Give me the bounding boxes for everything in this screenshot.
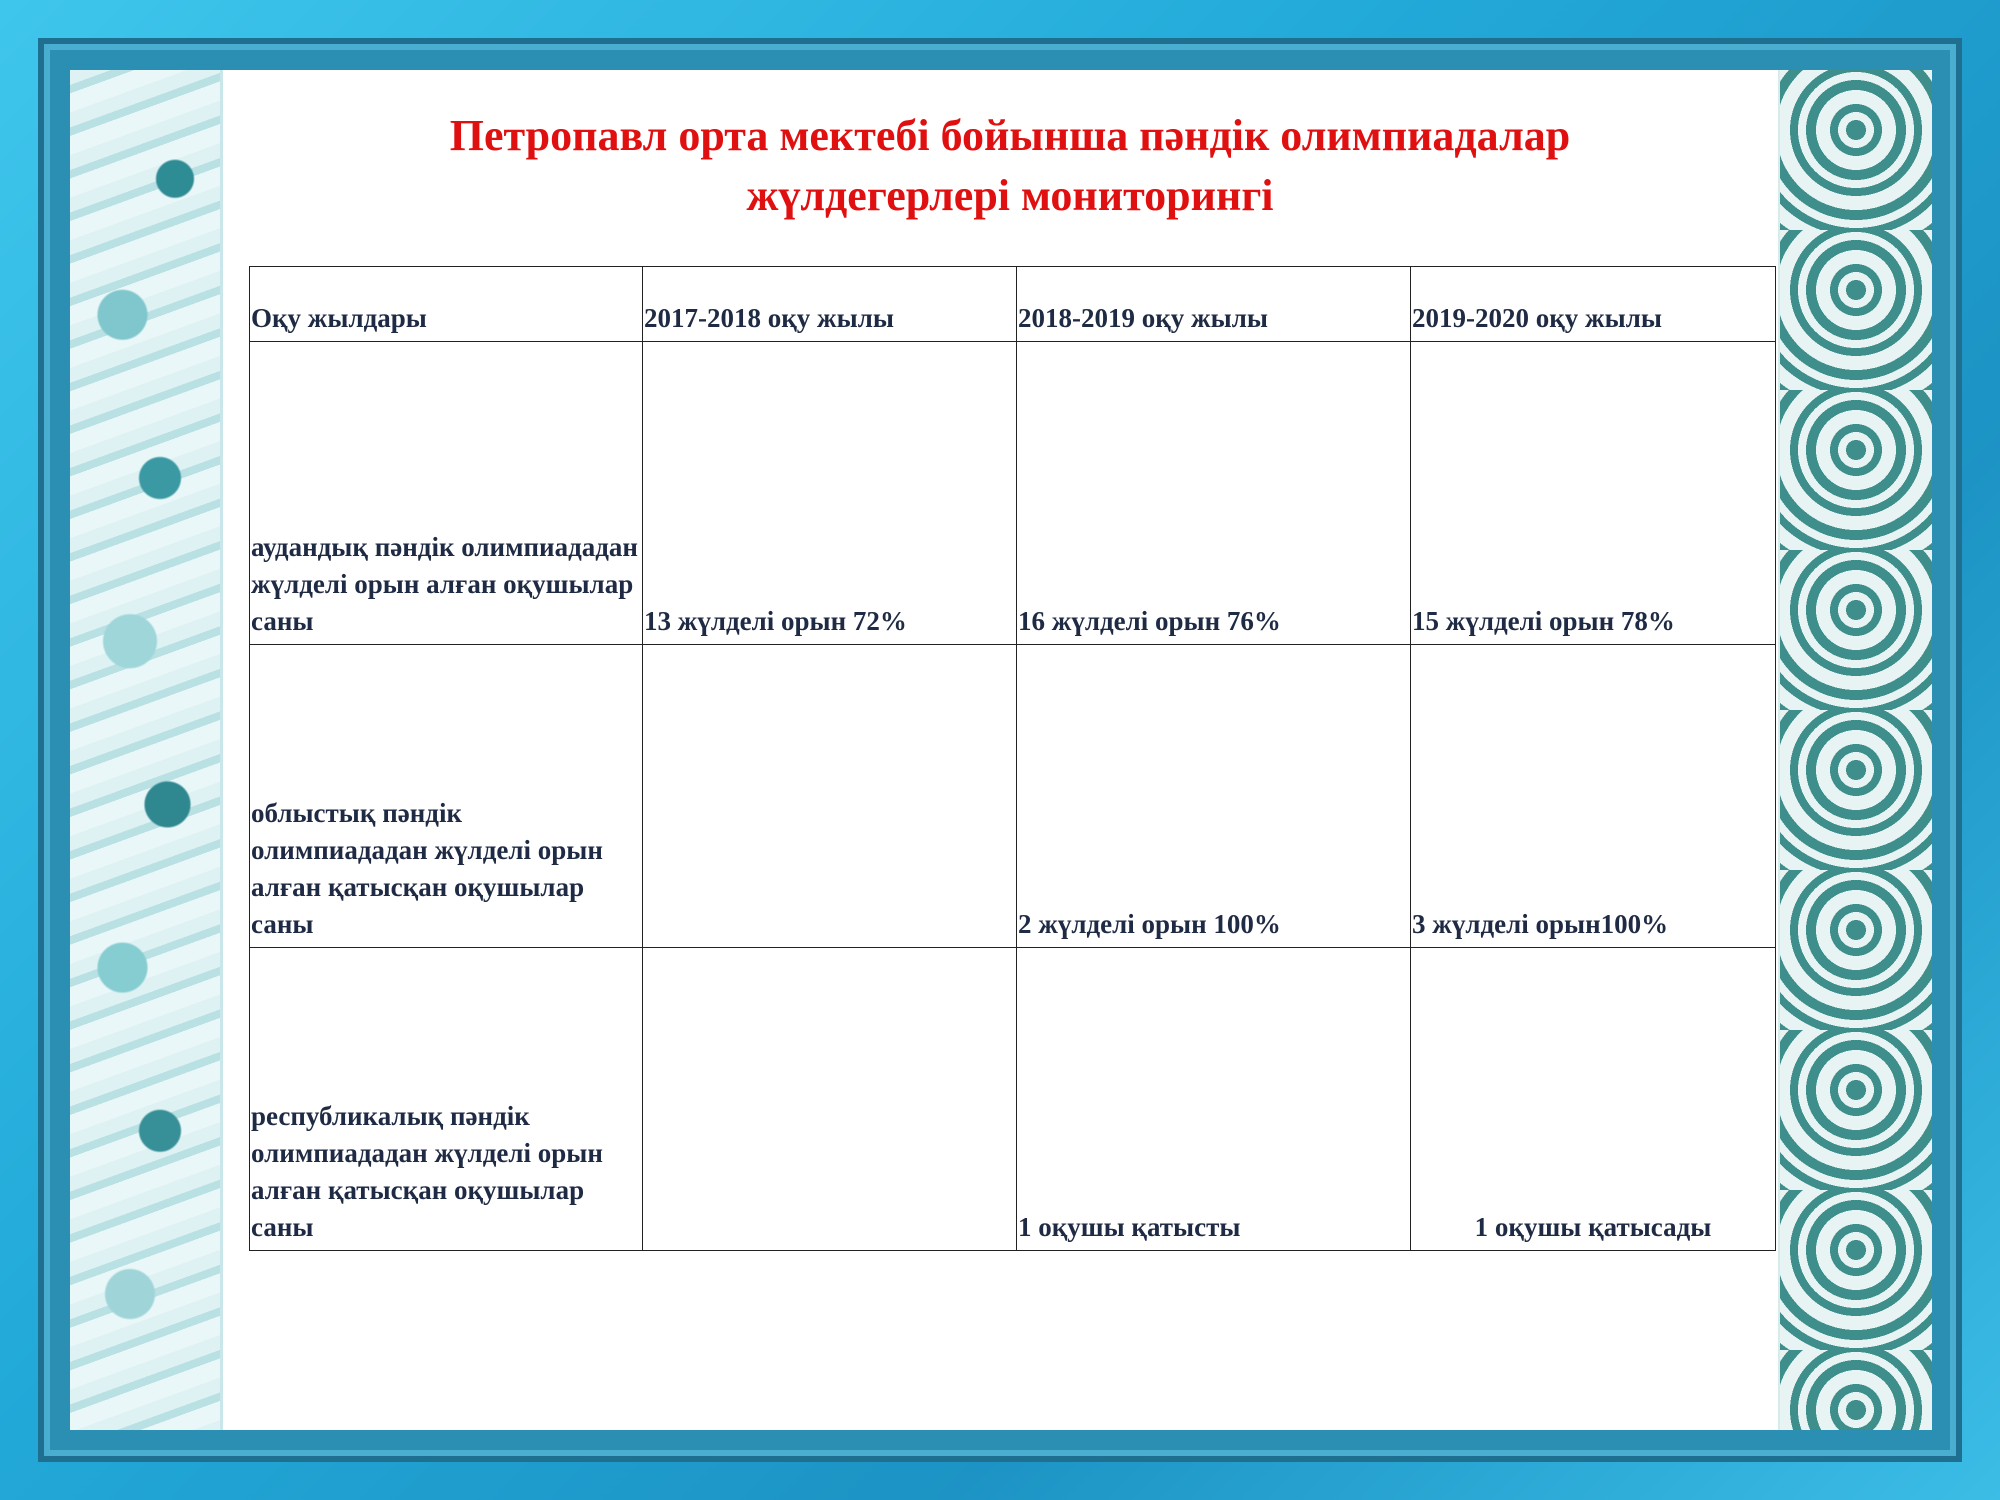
table-cell: 15 жүлделі орын 78%	[1411, 342, 1776, 645]
table-cell	[643, 948, 1017, 1251]
row-label-region: облыстық пәндік олимпиададан жүлделі орын алған қатысқан оқушылар саны	[250, 645, 643, 948]
monitoring-table	[249, 266, 1776, 1251]
table-row	[250, 645, 1776, 948]
row-label-republic: республикалық пәндік олимпиададан жүлделі орын алған қатысқан оқушылар саны	[250, 948, 643, 1251]
table-cell	[643, 645, 1017, 948]
header-cell-2019-2020: 2019-2020 оқу жылы	[1411, 267, 1776, 342]
row-label-district: аудандық пәндік олимпиададан жүлделі орын алған оқушылар саны	[250, 342, 643, 645]
left-floral-ornament	[70, 70, 223, 1430]
header-cell-years: Оқу жылдары	[250, 267, 643, 342]
table-row	[250, 342, 1776, 645]
header-cell-2018-2019: 2018-2019 оқу жылы	[1017, 267, 1411, 342]
title-line-2: жүлдегерлері мониторингі	[746, 171, 1274, 220]
table-row	[250, 948, 1776, 1251]
right-kazakh-ornament	[1778, 70, 1932, 1430]
table-cell: 13 жүлделі орын 72%	[643, 342, 1017, 645]
header-cell-2017-2018: 2017-2018 оқу жылы	[643, 267, 1017, 342]
table-header-row	[250, 267, 1776, 342]
table-cell: 1 оқушы қатысты	[1017, 948, 1411, 1251]
table-cell: 1 оқушы қатысады	[1411, 948, 1776, 1251]
table-cell: 16 жүлделі орын 76%	[1017, 342, 1411, 645]
table-cell: 2 жүлделі орын 100%	[1017, 645, 1411, 948]
table-cell: 3 жүлделі орын100%	[1411, 645, 1776, 948]
slide-title	[260, 106, 1760, 226]
title-line-1: Петропавл орта мектебі бойынша пәндік олимпиадалар	[449, 111, 1571, 160]
